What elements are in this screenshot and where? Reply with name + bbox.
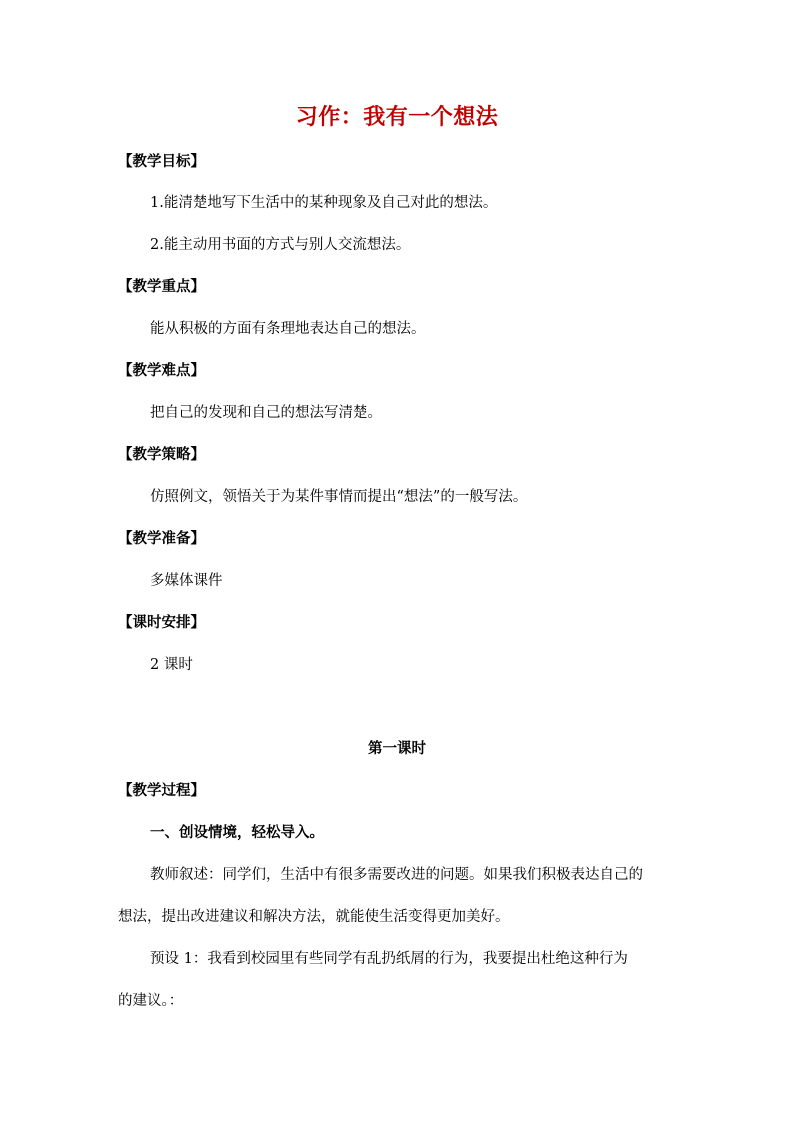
section-heading-objectives: 【教学目标】	[118, 154, 205, 170]
objective-line-1: 1.能清楚地写下生活中的某种现象及自己对此的想法。	[150, 195, 498, 211]
preparation-line: 多媒体课件	[150, 573, 223, 589]
strategy-line: 仿照例文，领悟关于为某件事情而提出“想法”的一般写法。	[150, 489, 528, 505]
section-heading-preparation: 【教学准备】	[118, 531, 205, 547]
section-heading-process: 【教学过程】	[118, 783, 205, 799]
step-heading-1: 一、创设情境，轻松导入。	[150, 825, 324, 841]
paragraph-1-line-1: 教师叙述：同学们，生活中有很多需要改进的问题。如果我们积极表达自己的	[150, 867, 643, 883]
section-heading-schedule: 【课时安排】	[118, 615, 205, 631]
lesson-title: 第一课时	[368, 741, 426, 757]
difficulties-line: 把自己的发现和自己的想法写清楚。	[150, 405, 382, 421]
paragraph-2-line-1: 预设 1：我看到校园里有些同学有乱扔纸屑的行为，我要提出杜绝这种行为	[150, 951, 628, 967]
section-heading-key-points: 【教学重点】	[118, 279, 205, 295]
document-title: 习作：我有一个想法	[295, 105, 499, 130]
section-heading-difficulties: 【教学难点】	[118, 363, 205, 379]
objective-line-2: 2.能主动用书面的方式与别人交流想法。	[150, 237, 411, 253]
schedule-line: 2 课时	[150, 657, 193, 673]
paragraph-2-line-2: 的建议。：	[118, 993, 184, 1009]
section-heading-strategy: 【教学策略】	[118, 447, 205, 463]
key-points-line: 能从积极的方面有条理地表达自己的想法。	[150, 321, 426, 337]
paragraph-1-line-2: 想法，提出改进建议和解决方法，就能使生活变得更加美好。	[118, 909, 510, 925]
